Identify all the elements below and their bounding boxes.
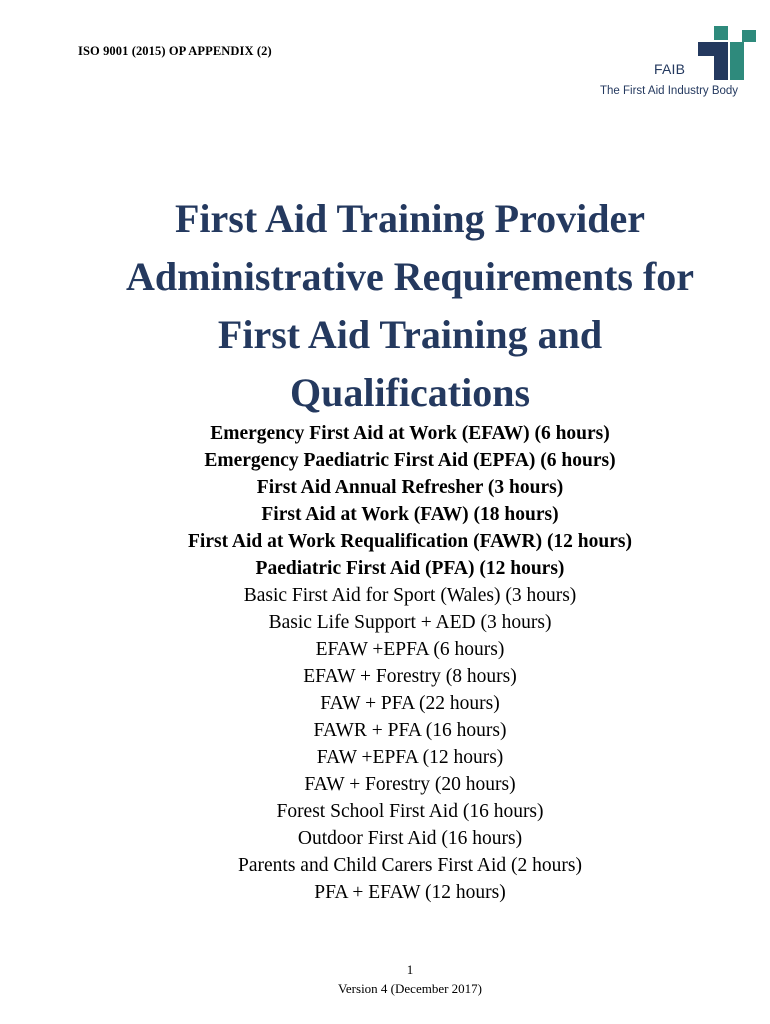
- course-item: Basic Life Support + AED (3 hours): [268, 612, 552, 633]
- course-item: FAWR + PFA (16 hours): [313, 720, 507, 741]
- page-footer: [0, 960, 770, 998]
- course-list: [20, 420, 770, 906]
- course-item: FAW + Forestry (20 hours): [304, 774, 516, 795]
- logo-tagline: The First Aid Industry Body: [600, 85, 739, 97]
- course-item: First Aid Annual Refresher (3 hours): [256, 477, 564, 498]
- title-line: First Aid Training and: [217, 312, 603, 357]
- course-item: FAW + PFA (22 hours): [320, 693, 500, 714]
- title-line: Administrative Requirements for: [125, 254, 695, 299]
- course-item: Emergency Paediatric First Aid (EPFA) (6 hours): [204, 450, 616, 471]
- faib-cross-icon: [698, 26, 756, 80]
- version-label: Version 4 (December 2017): [337, 981, 483, 996]
- page-number: 1: [406, 962, 414, 977]
- course-item: Emergency First Aid at Work (EFAW) (6 hours): [210, 423, 610, 444]
- title-line: Qualifications: [289, 370, 531, 415]
- course-item: Forest School First Aid (16 hours): [276, 801, 544, 822]
- course-item: PFA + EFAW (12 hours): [314, 882, 506, 903]
- course-item: FAW +EPFA (12 hours): [316, 747, 504, 768]
- document-reference: ISO 9001 (2015) OP APPENDIX (2): [78, 44, 272, 58]
- title-line: First Aid Training Provider: [174, 196, 646, 241]
- course-item: Outdoor First Aid (16 hours): [297, 828, 523, 849]
- course-item: Parents and Child Carers First Aid (2 hours): [238, 855, 582, 876]
- faib-logo: [596, 26, 756, 102]
- course-item: First Aid at Work (FAW) (18 hours): [261, 504, 559, 525]
- course-item: Basic First Aid for Sport (Wales) (3 hours): [243, 585, 577, 606]
- course-item: First Aid at Work Requalification (FAWR) (12 hours): [188, 531, 632, 552]
- course-item: EFAW + Forestry (8 hours): [303, 666, 517, 687]
- logo-name: FAIB: [654, 61, 686, 77]
- page-title: [40, 190, 770, 422]
- course-item: EFAW +EPFA (6 hours): [315, 639, 505, 660]
- course-item: Paediatric First Aid (PFA) (12 hours): [255, 558, 565, 579]
